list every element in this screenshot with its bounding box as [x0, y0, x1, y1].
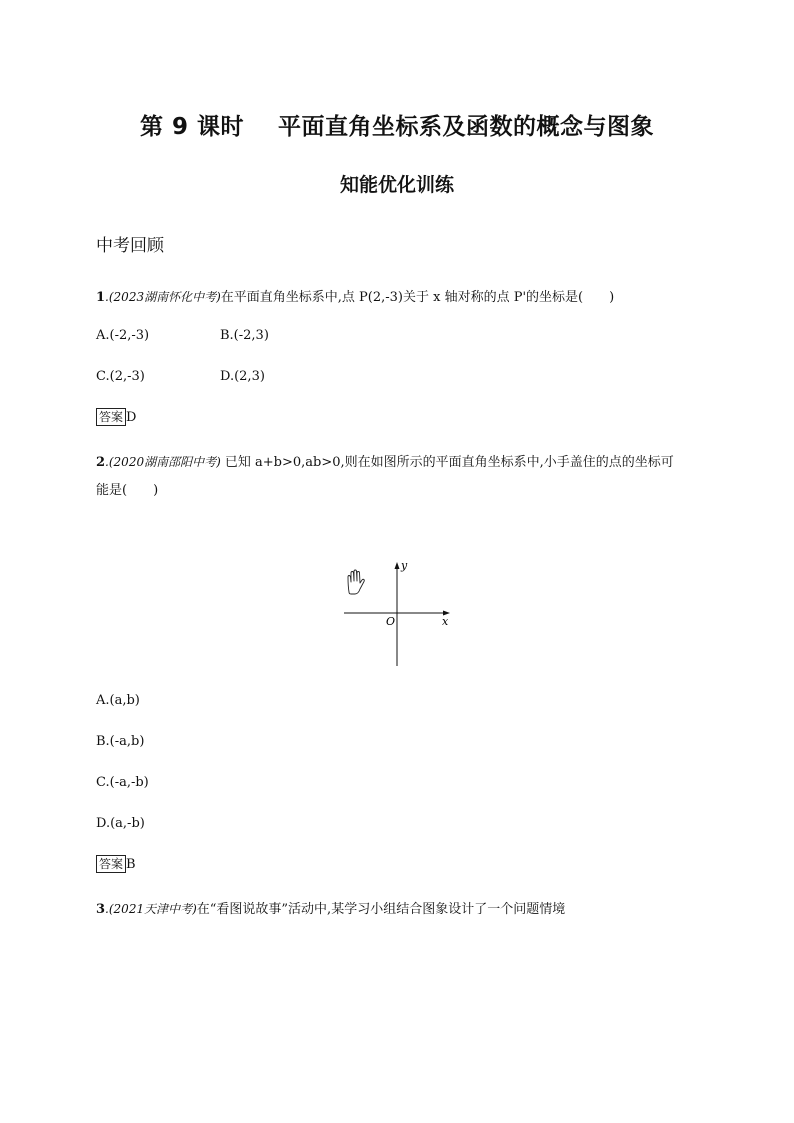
section-heading: 中考回顾 [96, 236, 164, 256]
question-source: .(2020湖南邵阳中考) [105, 455, 221, 469]
question-text: 在平面直角坐标系中,点 P(2,-3)关于 x 轴对称的点 P'的坐标是( ) [220, 290, 615, 305]
question-source: .(2021天津中考) [105, 902, 197, 916]
q2-option-b: B.(-a,b) [96, 734, 145, 749]
answer-value: D [126, 410, 137, 425]
q1-option-c: C.(2,-3) [96, 369, 145, 384]
q2-option-a: A.(a,b) [96, 693, 140, 708]
q2-option-c: C.(-a,-b) [96, 775, 149, 790]
question-text-line2: 能是( ) [96, 483, 159, 498]
q2-option-d: D.(a,-b) [96, 816, 145, 831]
q2-answer [96, 855, 136, 873]
x-axis-label: x [442, 615, 449, 628]
question-number: 1 [96, 290, 106, 305]
question-2 [96, 451, 674, 470]
question-3 [96, 898, 565, 917]
q1-option-d: D.(2,3) [220, 369, 265, 384]
y-axis-arrow [395, 562, 400, 569]
origin-label: O [386, 615, 396, 628]
answer-tag: 答案 [96, 855, 126, 873]
coordinate-figure [338, 554, 458, 670]
question-1 [96, 286, 614, 305]
y-axis-label: y [401, 559, 408, 572]
question-number: 3 [96, 902, 106, 917]
q1-option-a: A.(-2,-3) [96, 328, 150, 343]
q1-option-b: B.(-2,3) [220, 328, 269, 343]
page-title: 第 9 课时 平面直角坐标系及函数的概念与图象 [139, 114, 655, 140]
question-source: .(2023湖南怀化中考) [105, 290, 221, 304]
hand-icon [348, 570, 364, 594]
q1-answer [96, 408, 136, 426]
question-text-line1: 已知 a+b>0,ab>0,则在如图所示的平面直角坐标系中,小手盖住的点的坐标可 [220, 455, 674, 470]
answer-value: B [126, 857, 136, 872]
question-number: 2 [96, 455, 106, 470]
question-text: 在“看图说故事”活动中,某学习小组结合图象设计了一个问题情境 [196, 902, 566, 917]
coordinate-axes [338, 554, 458, 670]
question-2-continued [96, 479, 158, 498]
page-subtitle: 知能优化训练 [339, 174, 454, 196]
answer-tag: 答案 [96, 408, 126, 426]
